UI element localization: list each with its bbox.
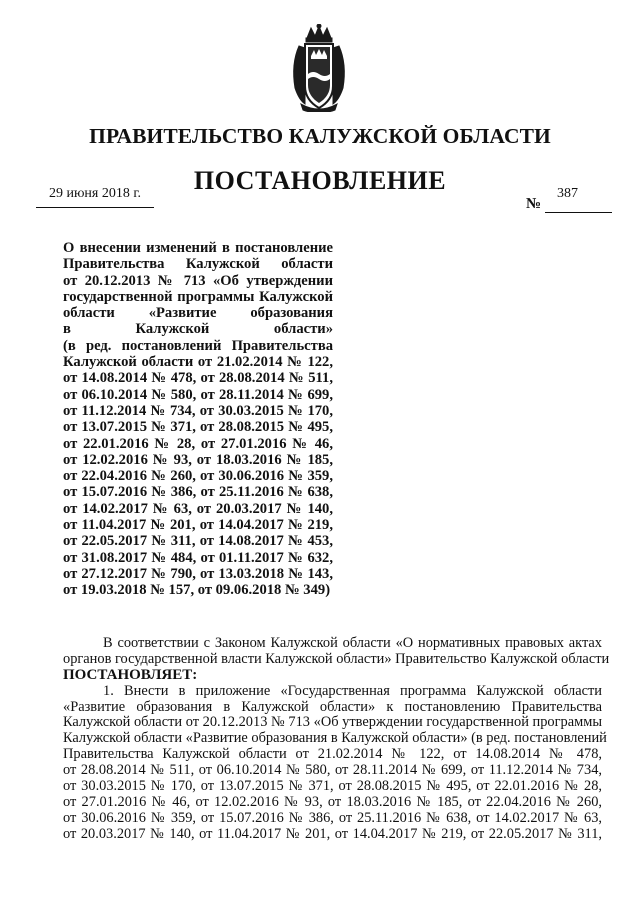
subject-line: от 22.05.2017 № 311, от 14.08.2017 № 453, xyxy=(63,533,333,550)
document-body xyxy=(63,635,610,843)
document-date: 29 июня 2018 г. xyxy=(48,186,142,201)
subject-line: от 11.12.2014 № 734, от 30.03.2015 № 170, xyxy=(63,402,333,419)
item-line: от 30.06.2016 № 359, от 15.07.2016 № 386, от 25.11.2016 № 638, от 14.02.2017 № 63, xyxy=(63,809,602,826)
item-line: от 20.03.2017 № 140, от 11.04.2017 № 201, от 14.04.2017 № 219, от 22.05.2017 № 311, xyxy=(63,825,602,842)
item-line: от 30.03.2015 № 170, от 13.07.2015 № 371, от 28.08.2015 № 495, от 22.01.2016 № 28, xyxy=(63,778,602,795)
item-line: Правительства Калужской области от 21.02.2014 № 122, от 14.08.2014 № 478, xyxy=(63,746,602,763)
subject-line: в Калужской области» xyxy=(63,321,333,338)
subject-line: от 20.12.2013 № 713 «Об утверждении xyxy=(63,272,333,289)
number-sign: № xyxy=(526,196,542,212)
number-underline xyxy=(545,212,612,213)
subject-line: от 14.02.2017 № 63, от 20.03.2017 № 140, xyxy=(63,500,333,517)
item-line: «Развитие образования в Калужской области» к постановлению Правительства xyxy=(63,698,602,715)
date-underline xyxy=(36,207,154,208)
resolves-heading: ПОСТАНОВЛЯЕТ: xyxy=(63,666,198,683)
intro-line: В соответствии с Законом Калужской области «О нормативных правовых актах xyxy=(103,635,602,651)
subject-line: Правительства Калужской области xyxy=(63,256,333,273)
subject-line: Калужской области от 21.02.2014 № 122, xyxy=(63,354,333,371)
subject-line: государственной программы Калужской xyxy=(63,288,333,305)
item-line: от 27.01.2016 № 46, от 12.02.2016 № 93, от 18.03.2016 № 185, от 22.04.2016 № 260, xyxy=(63,793,602,810)
item-line: Калужской области «Развитие образования в Калужской области» (в ред. постановлений xyxy=(63,730,607,747)
subject-line: от 12.02.2016 № 93, от 18.03.2016 № 185, xyxy=(63,451,333,468)
intro-line: органов государственной власти Калужской области» Правительство Калужской области xyxy=(63,650,610,667)
subject-line: от 19.03.2018 № 157, от 09.06.2018 № 349) xyxy=(63,582,331,599)
document-subject xyxy=(63,240,333,599)
kaluga-coat-of-arms-icon xyxy=(289,24,349,112)
document-type-title: ПОСТАНОВЛЕНИЕ xyxy=(193,166,447,195)
subject-line: от 14.08.2014 № 478, от 28.08.2014 № 511, xyxy=(63,370,333,387)
subject-line: от 11.04.2017 № 201, от 14.04.2017 № 219, xyxy=(63,517,333,534)
subject-line: от 31.08.2017 № 484, от 01.11.2017 № 632, xyxy=(63,549,333,566)
subject-line: от 13.07.2015 № 371, от 28.08.2015 № 495, xyxy=(63,419,333,436)
item-line: Калужской области от 20.12.2013 № 713 «Об утверждении государственной программы xyxy=(63,714,602,731)
subject-line: от 22.01.2016 № 28, от 27.01.2016 № 46, xyxy=(63,435,333,452)
subject-line: от 15.07.2016 № 386, от 25.11.2016 № 638, xyxy=(63,484,333,501)
government-name: ПРАВИТЕЛЬСТВО КАЛУЖСКОЙ ОБЛАСТИ xyxy=(89,124,551,148)
subject-line: от 06.10.2014 № 580, от 28.11.2014 № 699, xyxy=(63,386,333,403)
document-number: 387 xyxy=(557,186,578,201)
item-line: от 28.08.2014 № 511, от 06.10.2014 № 580, от 28.11.2014 № 699, от 11.12.2014 № 734, xyxy=(63,762,602,779)
subject-line: области «Развитие образования xyxy=(63,305,333,322)
subject-line: от 22.04.2016 № 260, от 30.06.2016 № 359, xyxy=(63,468,333,485)
subject-line: от 27.12.2017 № 790, от 13.03.2018 № 143, xyxy=(63,565,333,582)
item-line: 1. Внести в приложение «Государственная программа Калужской области xyxy=(103,682,602,699)
subject-line: (в ред. постановлений Правительства xyxy=(63,337,333,354)
subject-line: О внесении изменений в постановление xyxy=(63,240,333,256)
